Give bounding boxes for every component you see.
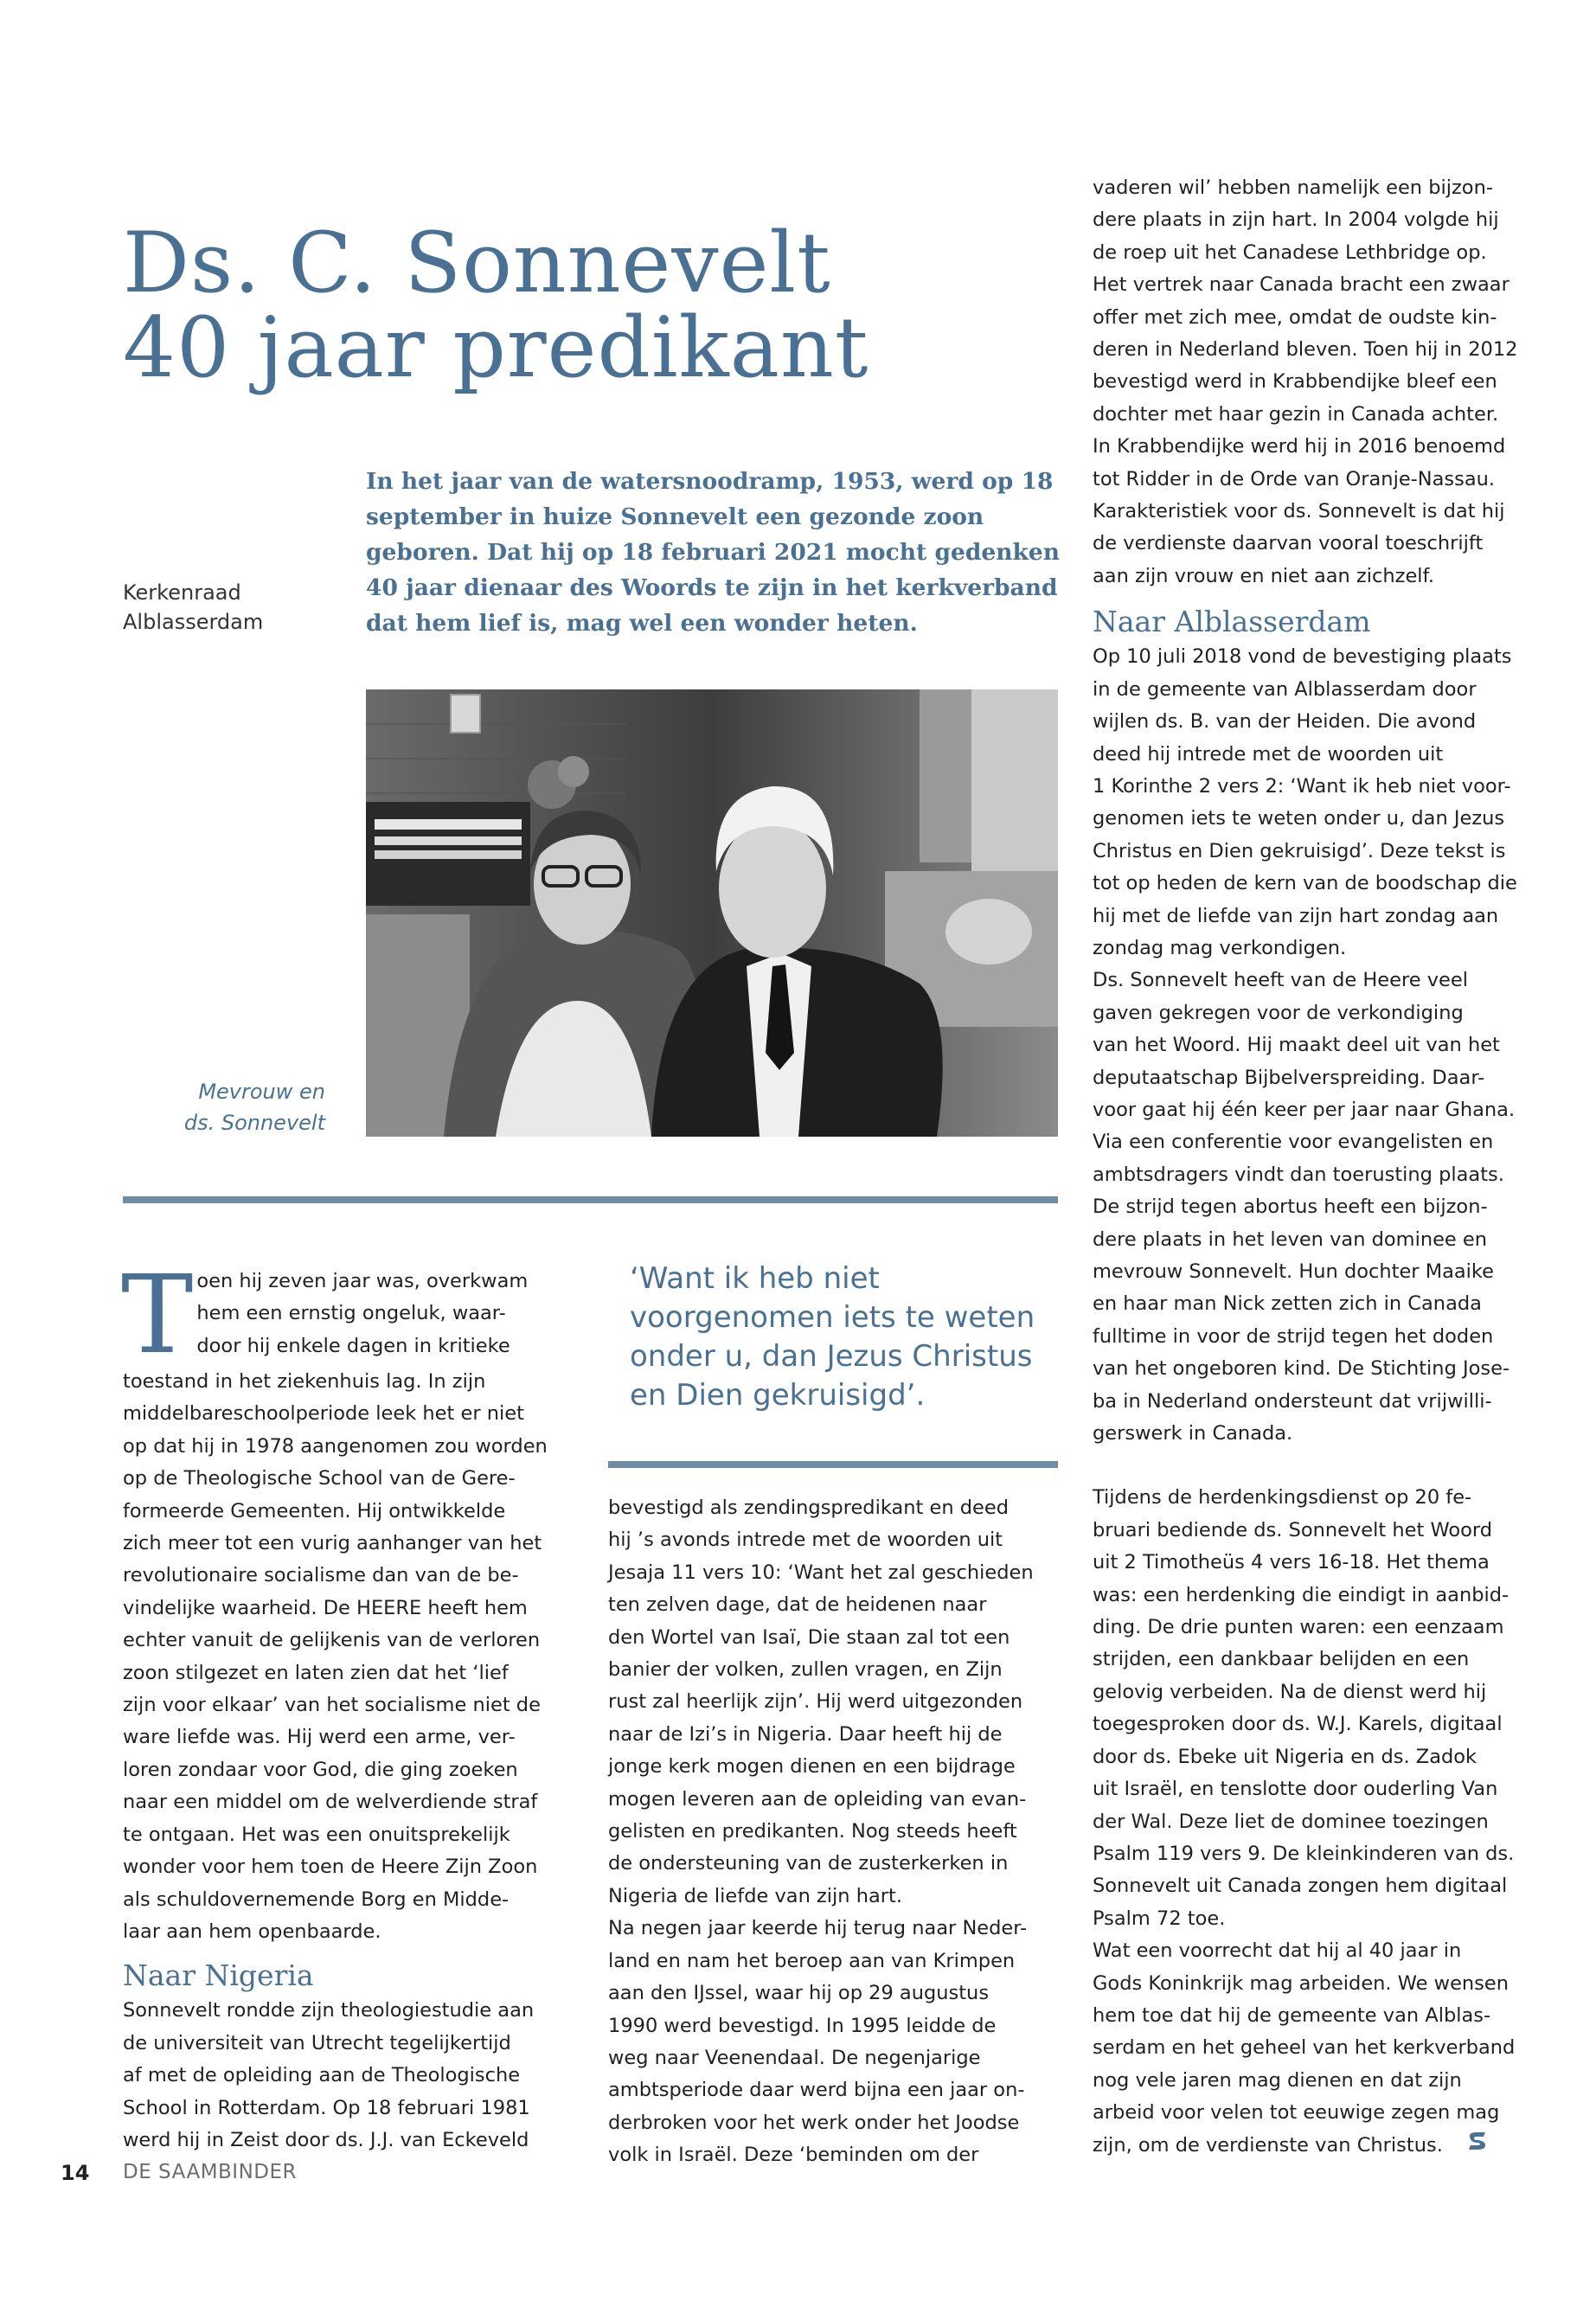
body-line: Na negen jaar keerde hij terug naar Neder- [608, 1917, 1028, 1940]
body-line: De strijd tegen abortus heeft een bijzon- [1093, 1195, 1488, 1219]
body-line: bevestigd werd in Krabbendijke bleef een [1093, 370, 1497, 394]
body-line: wonder voor hem toen de Heere Zijn Zoon [123, 1856, 538, 1879]
body-line: offer met zich mee, omdat de oudste kin- [1093, 305, 1497, 329]
body-line: werd hij in Zeist door ds. J.J. van Eckeveld [123, 2128, 529, 2151]
body-line: hij met de liefde van zijn hart zondag aan [1093, 904, 1499, 927]
body-line: Nigeria de liefde van zijn hart. [608, 1884, 902, 1907]
body-line: 1990 werd bevestigd. In 1995 leidde de [608, 2014, 997, 2037]
body-line: hem een ernstig ongeluk, waar- [196, 1302, 506, 1325]
body-line: bevestigd als zendingspredikant en deed [608, 1497, 1009, 1519]
body-line: der Wal. Deze liet de dominee toezingen [1093, 1810, 1489, 1833]
body-line: volk in Israël. Deze ‘beminden om der [608, 2144, 979, 2167]
body-line: derbroken voor het werk onder het Joodse [608, 2111, 1020, 2134]
body-line: middelbareschoolperiode leek het er niet [123, 1402, 524, 1426]
body-line: hem toe dat hij de gemeente van Alblas- [1093, 2003, 1491, 2027]
body-line: rust zal heerlijk zijn’. Hij werd uitgezonden [608, 1690, 1023, 1714]
photo-illustration [366, 689, 1058, 1137]
body-line: laar aan hem openbaarde. [123, 1920, 381, 1943]
body-line: de roep uit het Canadese Lethbridge op. [1093, 240, 1487, 264]
body-line: Ds. Sonnevelt heeft van de Heere veel [1093, 969, 1468, 992]
photo-couple [366, 689, 1058, 1137]
body-line: te ontgaan. Het was een onuitsprekelijk [123, 1823, 510, 1846]
column-3 [1093, 172, 1560, 2162]
body-line: ware liefde was. Hij werd een arme, ver- [123, 1726, 516, 1749]
pullquote-line: ‘Want ik heb niet [630, 1261, 880, 1296]
pullquote-line: en Dien gekruisigd’. [630, 1378, 926, 1413]
body-line: jonge kerk mogen dienen en een bijdrage [608, 1755, 1016, 1779]
divider-rule [123, 1196, 1058, 1203]
body-line: Het vertrek naar Canada bracht een zwaar [1093, 273, 1509, 297]
body-line: door hij enkele dagen in kritieke [196, 1334, 510, 1357]
body-line: zoon stilgezet en laten zien dat het ‘lief [123, 1661, 509, 1684]
byline [123, 578, 330, 637]
body-line: gaven gekregen voor de verkondiging [1093, 1001, 1464, 1024]
body-line: ambtsdragers vindt dan toerusting plaats. [1093, 1163, 1504, 1186]
body-line: School in Rotterdam. Op 18 februari 1981 [123, 2096, 530, 2119]
body-line: hij ’s avonds intrede met de woorden uit [608, 1529, 1003, 1552]
body-line: 1 Korinthe 2 vers 2: ‘Want ik heb niet voor- [1093, 774, 1511, 798]
magazine-name: DE SAAMBINDER [123, 2161, 298, 2183]
body-line: ambtsperiode daar werd bijna een jaar on- [608, 2079, 1025, 2102]
body-line: deed hij intrede met de woorden uit [1093, 742, 1444, 766]
body-line: zondag mag verkondigen. [1093, 936, 1347, 959]
body-line: aan den IJssel, waar hij op 29 augustus [608, 1982, 990, 2005]
title-line-1: Ds. C. Sonnevelt [123, 215, 831, 311]
body-line: op de Theologische School van de Gere- [123, 1467, 516, 1490]
paragraph-gap [1093, 1450, 1560, 1482]
byline-line-2: Alblasserdam [123, 610, 264, 634]
body-line: ba in Nederland ondersteunt dat vrijwilli- [1093, 1389, 1492, 1413]
body-line: strijden, een dankbaar belijden en een [1093, 1648, 1470, 1671]
body-line: Wat een voorrecht dat hij al 40 jaar in [1093, 1939, 1462, 1963]
body-line: Karakteristiek voor ds. Sonnevelt is dat hij [1093, 500, 1505, 523]
body-line: zich meer tot een vurig aanhanger van het [123, 1532, 542, 1555]
body-line: Sonnevelt rondde zijn theologiestudie aan [123, 1999, 535, 2022]
body-line: land en nam het beroep aan van Krimpen [608, 1949, 1016, 1972]
body-line: naar een middel om de welverdiende straf [123, 1791, 538, 1814]
body-line: Tijdens de herdenkingsdienst op 20 fe- [1093, 1486, 1472, 1509]
body-line: van het ongeboren kind. De Stichting Jose- [1093, 1357, 1510, 1381]
body-line: naar de Izi’s in Nigeria. Daar heeft hij de [608, 1722, 1003, 1746]
body-line: deputaatschap Bijbelverspreiding. Daar- [1093, 1066, 1485, 1089]
body-line: toegesproken door ds. W.J. Karels, digitaal [1093, 1713, 1503, 1736]
pullquote-line: voorgenomen iets te weten [630, 1300, 1035, 1335]
body-line: Christus en Dien gekruisigd’. Deze tekst is [1093, 839, 1506, 862]
body-line: ten zelven dage, dat de heidenen naar [608, 1593, 987, 1617]
body-line: deren in Nederland bleven. Toen hij in 2012 [1093, 338, 1518, 362]
body-line: voor gaat hij één keer per jaar naar Ghana. [1093, 1098, 1516, 1121]
body-line: de verdienste daarvan vooral toeschrijft [1093, 532, 1484, 555]
body-line: den Wortel van Isaï, Die staan zal tot een [608, 1625, 1010, 1649]
pull-quote [630, 1259, 1062, 1415]
body-line: dere plaats in zijn hart. In 2004 volgde hij [1093, 208, 1499, 232]
caption-line-2: ds. Sonnevelt [183, 1111, 325, 1135]
byline-line-1: Kerkenraad [123, 580, 241, 605]
body-line: weg naar Veenendaal. De negenjarige [608, 2046, 981, 2069]
body-line: loren zondaar voor God, die ging zoeken [123, 1758, 518, 1781]
body-line: Via een conferentie voor evangelisten en [1093, 1131, 1494, 1154]
body-line: de ondersteuning van de zusterkerken in [608, 1852, 1009, 1875]
body-line: Sonnevelt uit Canada zongen hem digitaal [1093, 1875, 1508, 1898]
body-line: van het Woord. Hij maakt deel uit van het [1093, 1034, 1500, 1057]
body-line: mogen leveren aan de opleiding van evan- [608, 1787, 1027, 1811]
page-number: 14 [61, 2161, 90, 2185]
body-line: banier der volken, zullen vragen, en Zijn [608, 1658, 1003, 1682]
body-line: Gods Koninkrijk mag arbeiden. We wensen [1093, 1971, 1509, 1995]
body-line: gerswerk in Canada. [1093, 1422, 1293, 1445]
body-line: mevrouw Sonnevelt. Hun dochter Maaike [1093, 1260, 1495, 1283]
body-line: tot op heden de kern van de boodschap die [1093, 872, 1517, 895]
body-line: wijlen ds. B. van der Heiden. Die avond [1093, 710, 1477, 734]
body-line: op dat hij in 1978 aangenomen zou worden [123, 1434, 548, 1458]
body-line: Psalm 119 vers 9. De kleinkinderen van ds. [1093, 1842, 1515, 1865]
saambinder-end-icon [1466, 2130, 1489, 2162]
body-line: nog vele jaren mag dienen en dat zijn [1093, 2068, 1462, 2092]
body-line: was: een herdenking die eindigt in aanbid- [1093, 1583, 1509, 1606]
body-line: uit Israël, en tenslotte door ouderling Van [1093, 1778, 1498, 1801]
body-line: tot Ridder in de Orde van Oranje-Nassau. [1093, 467, 1496, 490]
title-line-2: 40 jaar predikant [123, 299, 869, 396]
photo-caption [123, 1076, 325, 1138]
intro-paragraph: In het jaar van de watersnoodramp, 1953, werd op 18 september in huize Sonnevelt een gezonde zoon geboren. Dat hij op 18 februari 2021 mocht gedenken 40 jaar dienaar des Woords te zijn in het kerkverband dat hem lief is, mag wel een wonder heten. [366, 468, 1060, 637]
body-line: formeerde Gemeenten. Hij ontwikkelde [123, 1499, 506, 1522]
body-line: vaderen wil’ hebben namelijk een bijzon- [1093, 176, 1493, 199]
body-line: en haar man Nick zetten zich in Canada [1093, 1292, 1482, 1316]
body-line: zijn, om de verdienste van Christus. [1093, 2133, 1443, 2157]
body-line: als schuldovernemende Borg en Midde- [123, 1888, 510, 1911]
body-line: gelisten en predikanten. Nog steeds heeft [608, 1820, 1017, 1843]
body-line: Jesaja 11 vers 10: ‘Want het zal geschieden [608, 1561, 1034, 1584]
body-line: echter vanuit de gelijkenis van de verloren [123, 1629, 541, 1652]
body-line: door ds. Ebeke uit Nigeria en ds. Zadok [1093, 1745, 1477, 1768]
body-line: aan zijn vrouw en niet aan zichzelf. [1093, 564, 1434, 587]
column-1 [121, 1253, 573, 2157]
pullquote-rule [608, 1461, 1058, 1468]
subhead-nigeria: Naar Nigeria [123, 1958, 314, 1993]
body-line: dochter met haar gezin in Canada achter. [1093, 402, 1499, 426]
body-line: Op 10 juli 2018 vond de bevestiging plaats [1093, 645, 1512, 669]
pullquote-line: onder u, dan Jezus Christus [630, 1339, 1033, 1374]
body-line: in de gemeente van Alblasserdam door [1093, 677, 1477, 701]
body-line: toestand in het ziekenhuis lag. In zijn [123, 1370, 486, 1393]
body-line: ding. De drie punten waren: een eenzaam [1093, 1616, 1504, 1639]
body-line: oen hij zeven jaar was, overkwam [196, 1270, 529, 1292]
article-title [123, 215, 988, 396]
body-line: dere plaats in het leven van dominee en [1093, 1227, 1488, 1251]
body-line: serdam en het geheel van het kerkverband [1093, 2036, 1516, 2060]
body-line: Psalm 72 toe. [1093, 1907, 1226, 1930]
body-line: bruari bediende ds. Sonnevelt het Woord [1093, 1518, 1493, 1541]
caption-line-1: Mevrouw en [198, 1080, 325, 1104]
body-line: arbeid voor velen tot eeuwige zegen mag [1093, 2101, 1500, 2125]
body-line: uit 2 Timotheüs 4 vers 16-18. Het thema [1093, 1551, 1490, 1574]
body-line: vindelijke waarheid. De HEERE heeft hem [123, 1596, 528, 1619]
subhead-alblasserdam: Naar Alblasserdam [1093, 605, 1371, 639]
body-line-last [1093, 2130, 1560, 2163]
body-line: revolutionaire socialisme dan van de be- [123, 1564, 519, 1587]
column-2 [608, 1492, 1058, 2172]
body-line: genomen iets te weten onder u, dan Jezus [1093, 807, 1505, 830]
body-line: de universiteit van Utrecht tegelijkertijd [123, 2031, 511, 2054]
body-line: In Krabbendijke werd hij in 2016 benoemd [1093, 435, 1506, 458]
body-line: af met de opleiding aan de Theologische [123, 2064, 521, 2087]
body-line: gelovig verbeiden. Na de dienst werd hij [1093, 1680, 1487, 1703]
body-line: zijn voor elkaar’ van het socialisme niet de [123, 1694, 541, 1717]
drop-cap: T [121, 1253, 194, 1378]
body-line: fulltime in voor de strijd tegen het doden [1093, 1324, 1494, 1348]
